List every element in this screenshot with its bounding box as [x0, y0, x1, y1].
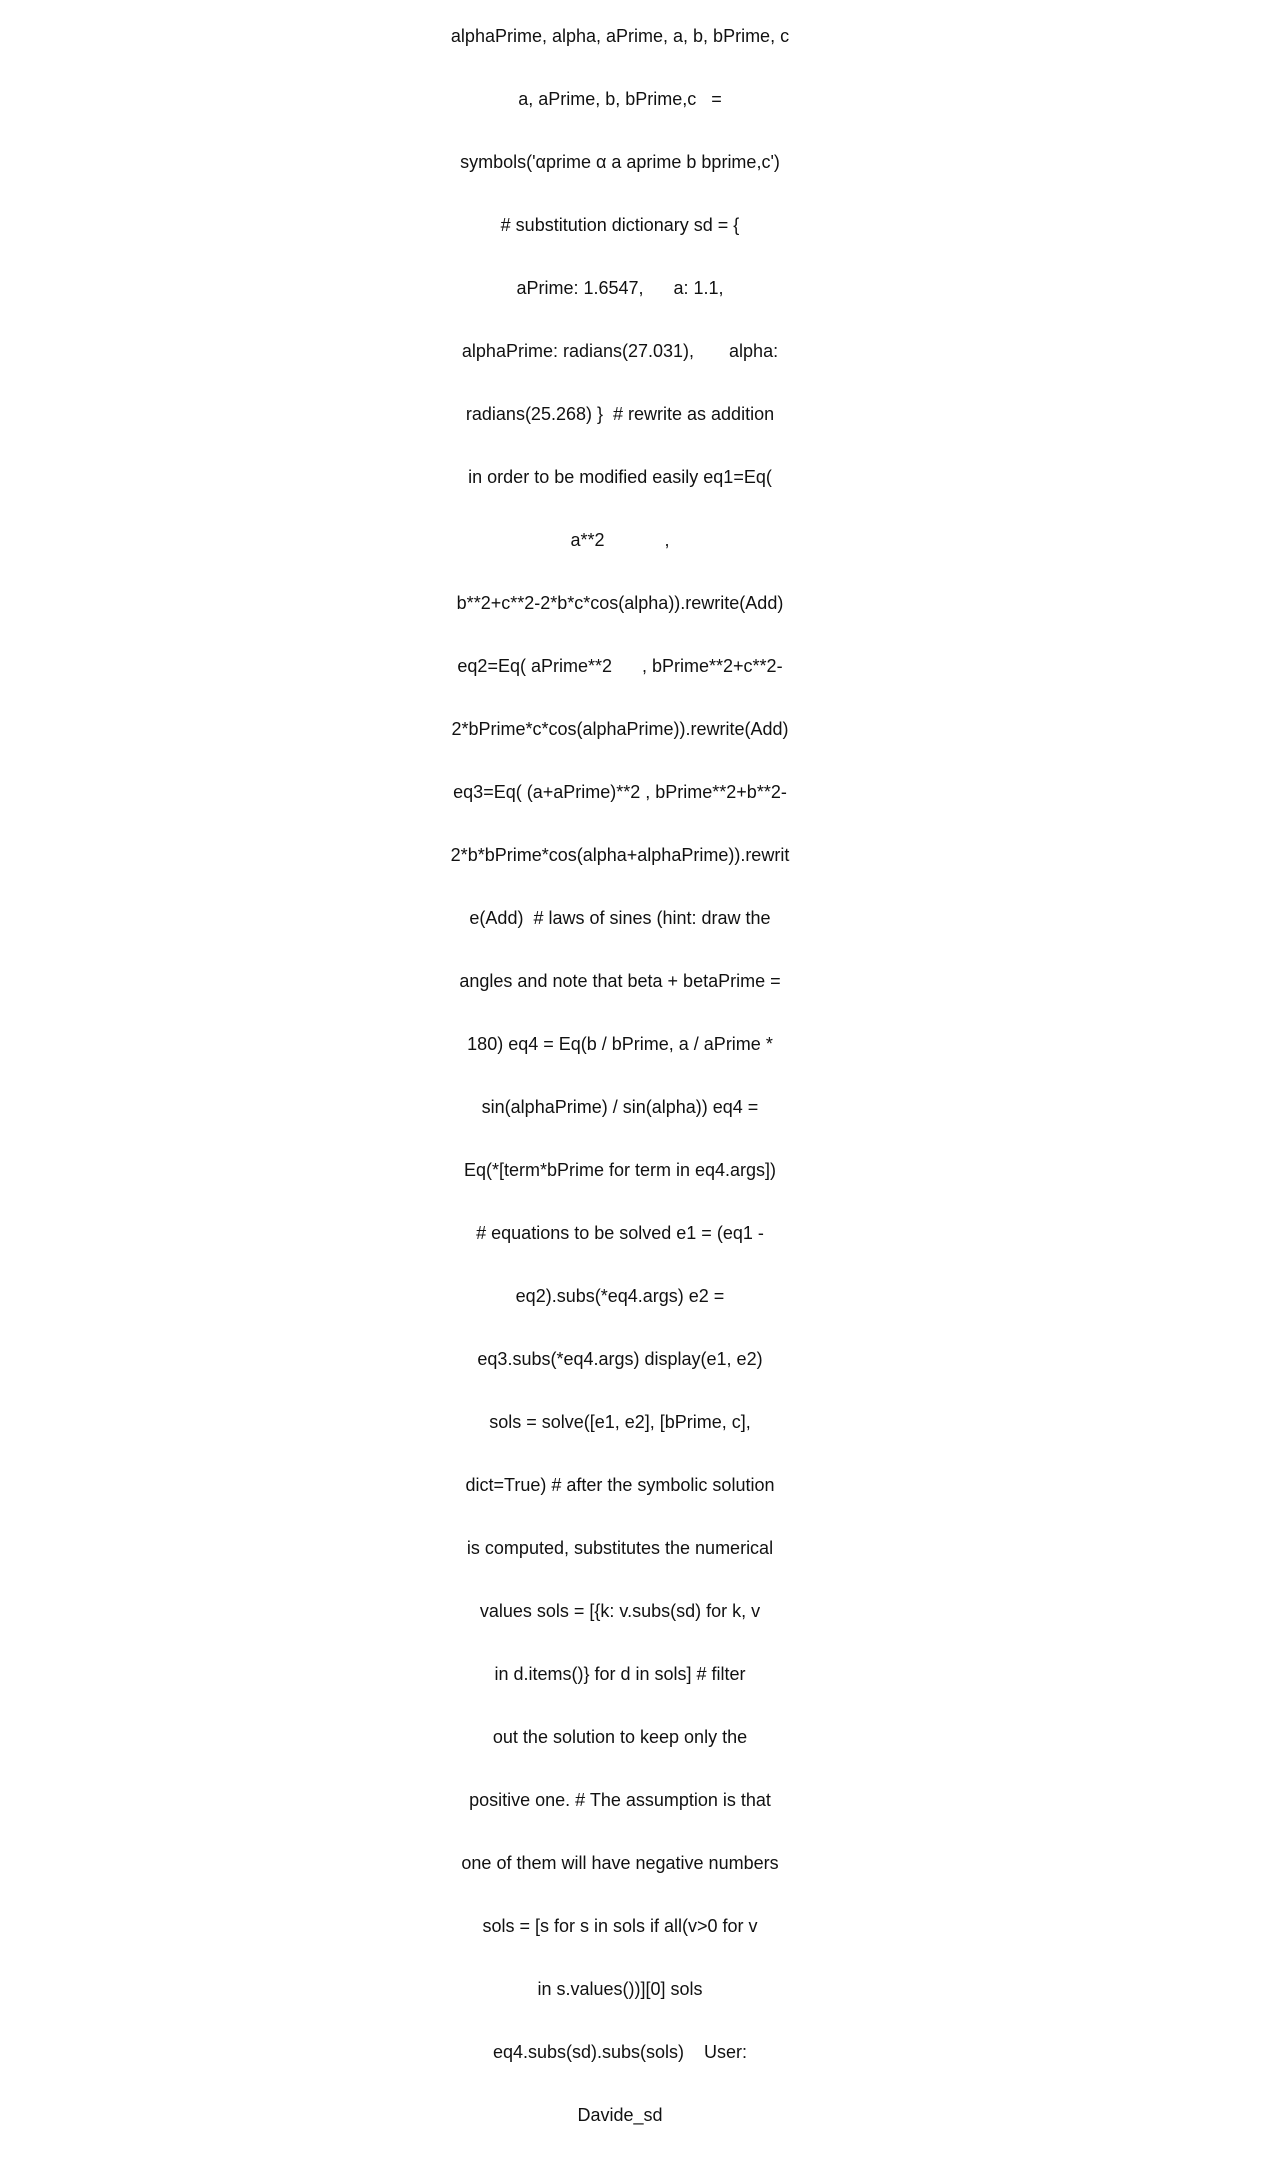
text-line: e(Add) # laws of sines (hint: draw the [469, 908, 771, 928]
code-text-column [445, 0, 795, 2168]
text-line: alphaPrime: radians(27.031), alpha: [461, 341, 779, 361]
text-line: sols = [s for s in sols if all(v>0 for v [482, 1916, 758, 1936]
text-line: eq2).subs(*eq4.args) e2 = [515, 1286, 725, 1306]
text-line: angles and note that beta + betaPrime = [459, 971, 781, 991]
text-line: values sols = [{k: v.subs(sd) for k, v [479, 1601, 761, 1621]
text-line: a**2 , [570, 530, 670, 550]
text-line: out the solution to keep only the [492, 1727, 748, 1747]
text-line: aPrime: 1.6547, a: 1.1, [516, 278, 724, 298]
text-line: one of them will have negative numbers [461, 1853, 779, 1873]
text-line: 2*b*bPrime*cos(alpha+alphaPrime)).rewrit [450, 845, 790, 865]
text-line: in d.items()} for d in sols] # filter [494, 1664, 746, 1684]
text-line: dict=True) # after the symbolic solution [465, 1475, 775, 1495]
text-line: eq4.subs(sd).subs(sols) User: [492, 2042, 748, 2062]
text-line: in s.values())][0] sols [537, 1979, 703, 1999]
text-line: radians(25.268) } # rewrite as addition [465, 404, 775, 424]
text-line: Eq(*[term*bPrime for term in eq4.args]) [463, 1160, 777, 1180]
text-line: 180) eq4 = Eq(b / bPrime, a / aPrime * [467, 1034, 773, 1054]
text-line: # substitution dictionary sd = { [500, 215, 740, 235]
text-line: positive one. # The assumption is that [469, 1790, 771, 1810]
text-line: eq3.subs(*eq4.args) display(e1, e2) [477, 1349, 763, 1369]
text-line: a, aPrime, b, bPrime,c = [518, 89, 722, 109]
text-line: is computed, substitutes the numerical [466, 1538, 774, 1558]
text-line: sols = solve([e1, e2], [bPrime, c], [489, 1412, 751, 1432]
text-line: in order to be modified easily eq1=Eq( [468, 467, 772, 487]
text-line: eq3=Eq( (a+aPrime)**2 , bPrime**2+b**2- [453, 782, 787, 802]
text-line: sin(alphaPrime) / sin(alpha)) eq4 = [481, 1097, 759, 1117]
text-line: alphaPrime, alpha, aPrime, a, b, bPrime, c [450, 26, 790, 46]
text-line: Davide_sd [577, 2105, 663, 2125]
text-line: b**2+c**2-2*b*c*cos(alpha)).rewrite(Add) [456, 593, 784, 613]
text-line: symbols('αprime α a aprime b bprime,c') [460, 152, 780, 172]
text-line: 2*bPrime*c*cos(alphaPrime)).rewrite(Add) [451, 719, 789, 739]
text-line: # equations to be solved e1 = (eq1 - [476, 1223, 764, 1243]
text-line: eq2=Eq( aPrime**2 , bPrime**2+c**2- [457, 656, 783, 676]
